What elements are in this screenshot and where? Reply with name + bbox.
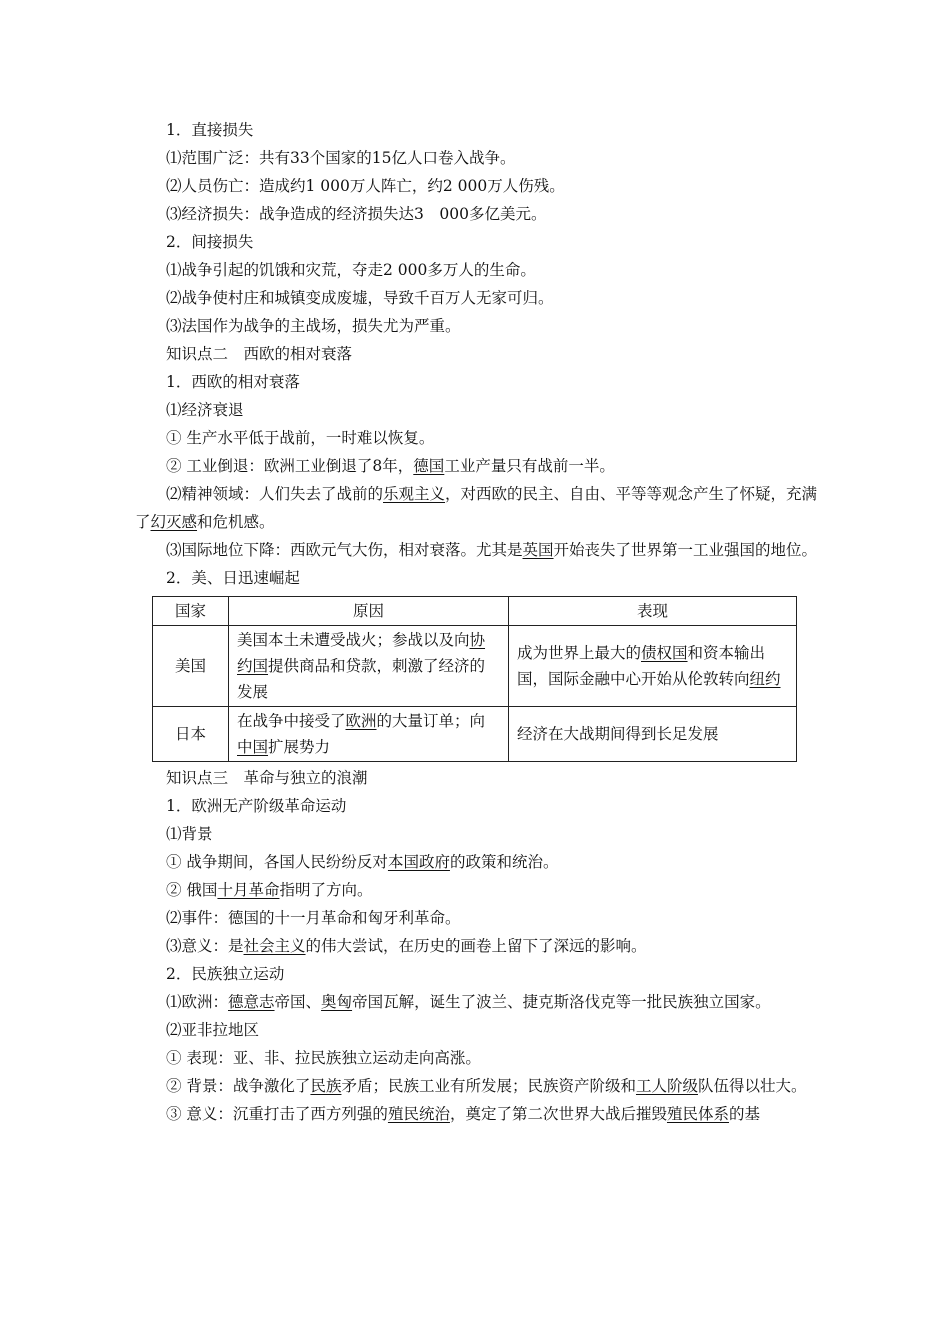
paragraph: ⑶法国作为战争的主战场，损失尤为严重。 xyxy=(166,317,461,335)
section-title-2: 知识点二 西欧的相对衰落 xyxy=(166,345,353,363)
heading-direct-loss: 1．直接损失 xyxy=(166,121,254,139)
table-cell-country: 美国 xyxy=(153,626,229,707)
heading-us-japan-rise: 2．美、日迅速崛起 xyxy=(166,569,300,587)
paragraph: ⑴欧洲：德意志帝国、奥匈帝国瓦解，诞生了波兰、捷克斯洛伐克等一批民族独立国家。 xyxy=(166,993,771,1011)
underlined-term: 十月革命 xyxy=(217,881,280,899)
underlined-term: 德意志 xyxy=(228,993,275,1011)
underlined-term: 德国 xyxy=(413,457,445,475)
underlined-term: 殖民统治 xyxy=(387,1105,450,1123)
underlined-term: 社会主义 xyxy=(243,937,306,955)
underlined-term: 协约国 xyxy=(237,631,486,675)
paragraph: ⑶意义：是社会主义的伟大尝试，在历史的画卷上留下了深远的影响。 xyxy=(166,937,647,955)
paragraph: ⑵战争使村庄和城镇变成废墟，导致千百万人无家可归。 xyxy=(166,289,554,307)
paragraph: ⑶国际地位下降：西欧元气大伤，相对衰落。尤其是英国开始丧失了世界第一工业强国的地位。 xyxy=(166,541,818,559)
table-row xyxy=(153,707,797,762)
paragraph: ⑵事件：德国的十一月革命和匈牙利革命。 xyxy=(166,909,461,927)
paragraph: ⑴范围广泛：共有33个国家的15亿人口卷入战争。 xyxy=(166,149,516,167)
underlined-term: 乐观主义 xyxy=(383,485,446,503)
table-cell-reason: 美国本土未遭受战火；参战以及向协约国提供商品和贷款，刺激了经济的发展 xyxy=(229,626,509,707)
paragraph: ① 战争期间，各国人民纷纷反对本国政府的政策和统治。 xyxy=(166,853,559,871)
paragraph: ⑶经济损失：战争造成的经济损失达3 000多亿美元。 xyxy=(166,205,547,223)
heading-indirect-loss: 2．间接损失 xyxy=(166,233,254,251)
underlined-term: 债权国 xyxy=(641,644,688,662)
document-body xyxy=(135,116,819,1128)
underlined-term: 奥匈 xyxy=(321,993,353,1011)
underlined-term: 英国 xyxy=(522,541,554,559)
paragraph: ⑴背景 xyxy=(166,825,213,843)
underlined-term: 纽约 xyxy=(749,670,781,688)
paragraph: ⑵亚非拉地区 xyxy=(166,1021,260,1039)
underlined-term: 本国政府 xyxy=(387,853,450,871)
underlined-term: 欧洲 xyxy=(345,712,377,730)
table-row xyxy=(153,626,797,707)
underlined-term: 工人阶级 xyxy=(635,1077,698,1095)
table-header-cell: 表现 xyxy=(509,597,797,626)
paragraph: ⑴经济衰退 xyxy=(166,401,244,419)
table-header-cell: 原因 xyxy=(229,597,509,626)
table-cell-country: 日本 xyxy=(153,707,229,762)
paragraph: ⑴战争引起的饥饿和灾荒，夺走2 000多万人的生命。 xyxy=(166,261,536,279)
paragraph: ⑵人员伤亡：造成约1 000万人阵亡，约2 000万人伤残。 xyxy=(166,177,565,195)
heading-relative-decline: 1．西欧的相对衰落 xyxy=(166,373,300,391)
underlined-term: 殖民体系 xyxy=(666,1105,729,1123)
table-header-cell: 国家 xyxy=(153,597,229,626)
paragraph: ① 表现：亚、非、拉民族独立运动走向高涨。 xyxy=(166,1049,481,1067)
paragraph: ⑵精神领域：人们失去了战前的乐观主义，对西欧的民主、自由、平等等观念产生了怀疑，充满了幻灭感和危机感。 xyxy=(135,485,818,531)
table-header-row xyxy=(153,597,797,626)
underlined-term: 民族 xyxy=(310,1077,342,1095)
table-cell-performance: 经济在大战期间得到长足发展 xyxy=(509,707,797,762)
table-cell-reason: 在战争中接受了欧洲的大量订单；向中国扩展势力 xyxy=(229,707,509,762)
us-japan-table xyxy=(152,596,797,762)
paragraph: ③ 意义：沉重打击了西方列强的殖民统治，奠定了第二次世界大战后摧毁殖民体系的基 xyxy=(166,1105,760,1123)
paragraph: ① 生产水平低于战前，一时难以恢复。 xyxy=(166,429,435,447)
heading-proletarian-revolution: 1．欧洲无产阶级革命运动 xyxy=(166,797,347,815)
paragraph: ② 俄国十月革命指明了方向。 xyxy=(166,881,373,899)
underlined-term: 幻灭感 xyxy=(150,513,198,531)
heading-national-independence: 2．民族独立运动 xyxy=(166,965,285,983)
table-cell-performance: 成为世界上最大的债权国和资本输出国，国际金融中心开始从伦敦转向纽约 xyxy=(509,626,797,707)
section-title-3: 知识点三 革命与独立的浪潮 xyxy=(166,769,368,787)
paragraph: ② 背景：战争激化了民族矛盾；民族工业有所发展；民族资产阶级和工人阶级队伍得以壮大。 xyxy=(166,1077,807,1095)
underlined-term: 中国 xyxy=(237,738,269,756)
paragraph: ② 工业倒退：欧洲工业倒退了8年，德国工业产量只有战前一半。 xyxy=(166,457,615,475)
